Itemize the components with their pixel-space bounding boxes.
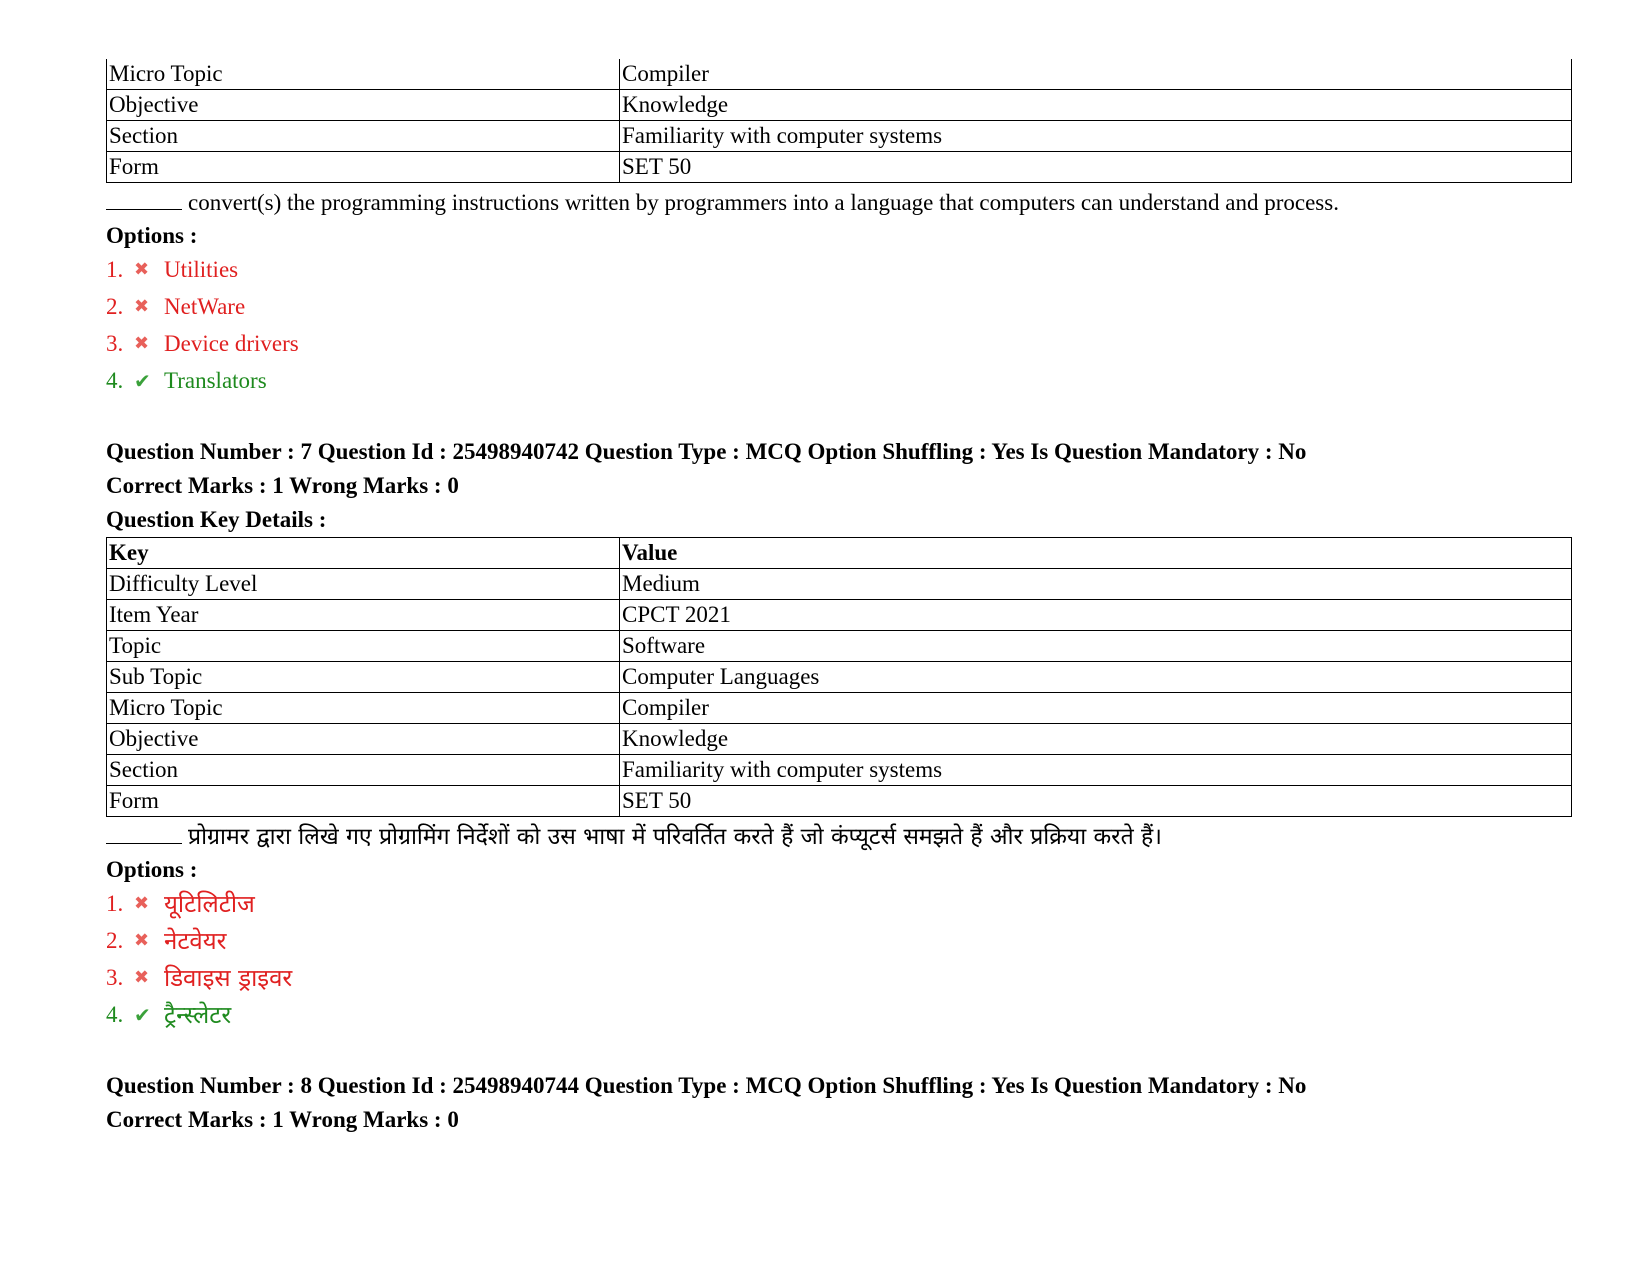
question-text-q6 [106, 188, 1572, 218]
table-row [107, 786, 1572, 817]
cross-icon: ✖ [134, 929, 150, 951]
table-row [107, 152, 1572, 183]
table-row [107, 724, 1572, 755]
question-text-content: convert(s) the programming instructions written by programmers into a language that computers can understand and process. [188, 190, 1339, 215]
key-cell: Item Year [107, 600, 620, 631]
option-item [106, 251, 1572, 288]
value-cell: Compiler [620, 693, 1572, 724]
document-page [106, 59, 1572, 1137]
option-item [106, 959, 1572, 996]
value-cell: Familiarity with computer systems [620, 121, 1572, 152]
value-cell: Knowledge [620, 90, 1572, 121]
option-item-correct [106, 362, 1572, 399]
option-number: 1. [106, 890, 124, 916]
key-cell: Micro Topic [107, 59, 620, 90]
options-label: Options : [106, 857, 198, 882]
table-row [107, 662, 1572, 693]
table-row [107, 121, 1572, 152]
key-cell: Objective [107, 724, 620, 755]
option-text: डिवाइस ड्राइवर [164, 963, 293, 992]
table-row [107, 693, 1572, 724]
option-text: नेटवेयर [164, 926, 227, 955]
question-header-q8: Question Number : 8 Question Id : 25498940744 Question Type : MCQ Option Shuffling : Yes Is Question Mandatory : No [106, 1073, 1307, 1098]
option-number: 2. [106, 293, 124, 319]
value-cell: Medium [620, 569, 1572, 600]
option-text: Device drivers [164, 330, 299, 356]
value-cell: Software [620, 631, 1572, 662]
option-text: Translators [164, 367, 267, 393]
option-text: Utilities [164, 256, 239, 282]
question-text-q7 [106, 822, 1572, 852]
value-cell: Knowledge [620, 724, 1572, 755]
marks-line-q8: Correct Marks : 1 Wrong Marks : 0 [106, 1107, 459, 1132]
option-text: NetWare [164, 293, 246, 319]
key-details-table-q7 [106, 537, 1572, 817]
cross-icon: ✖ [134, 258, 150, 280]
table-row [107, 631, 1572, 662]
table-header-row [107, 538, 1572, 569]
question-text-content: प्रोग्रामर द्वारा लिखे गए प्रोग्रामिंग निर्देशों को उस भाषा में परिवर्तित करते हैं जो कंप्यूटर्स समझते हैं और प्रक्रिया करते हैं। [188, 824, 1162, 850]
value-cell: Compiler [620, 59, 1572, 90]
spacer [106, 399, 1572, 435]
option-item [106, 922, 1572, 959]
key-cell: Sub Topic [107, 662, 620, 693]
option-item [106, 885, 1572, 922]
table-row [107, 59, 1572, 90]
blank-line [106, 189, 182, 210]
key-cell: Section [107, 755, 620, 786]
option-number: 2. [106, 927, 124, 953]
question-header-q7: Question Number : 7 Question Id : 25498940742 Question Type : MCQ Option Shuffling : Yes Is Question Mandatory : No [106, 439, 1307, 464]
option-text: ट्रैन्स्लेटर [164, 1000, 232, 1029]
option-text: यूटिलिटीज [164, 889, 255, 918]
option-item [106, 325, 1572, 362]
key-cell: Objective [107, 90, 620, 121]
cross-icon: ✖ [134, 295, 150, 317]
table-row [107, 569, 1572, 600]
option-number: 4. [106, 1001, 124, 1027]
cross-icon: ✖ [134, 332, 150, 354]
value-cell: SET 50 [620, 152, 1572, 183]
key-cell: Micro Topic [107, 693, 620, 724]
key-cell: Section [107, 121, 620, 152]
cross-icon: ✖ [134, 892, 150, 914]
column-header-key: Key [107, 538, 620, 569]
key-cell: Form [107, 786, 620, 817]
spacer [106, 1033, 1572, 1069]
cross-icon: ✖ [134, 966, 150, 988]
key-details-label: Question Key Details : [106, 507, 327, 532]
key-cell: Form [107, 152, 620, 183]
value-cell: CPCT 2021 [620, 600, 1572, 631]
option-number: 1. [106, 256, 124, 282]
marks-line-q7: Correct Marks : 1 Wrong Marks : 0 [106, 473, 459, 498]
table-row [107, 600, 1572, 631]
value-cell: Computer Languages [620, 662, 1572, 693]
key-cell: Difficulty Level [107, 569, 620, 600]
value-cell: SET 50 [620, 786, 1572, 817]
option-item [106, 288, 1572, 325]
value-cell: Familiarity with computer systems [620, 755, 1572, 786]
check-icon: ✔ [134, 1002, 151, 1027]
key-details-table-q6 [106, 59, 1572, 183]
key-cell: Topic [107, 631, 620, 662]
option-number: 3. [106, 964, 124, 990]
blank-line [106, 823, 182, 844]
options-label: Options : [106, 223, 198, 248]
option-number: 4. [106, 367, 124, 393]
table-row [107, 90, 1572, 121]
option-number: 3. [106, 330, 124, 356]
column-header-value: Value [620, 538, 1572, 569]
option-item-correct [106, 996, 1572, 1033]
check-icon: ✔ [134, 368, 151, 393]
table-row [107, 755, 1572, 786]
